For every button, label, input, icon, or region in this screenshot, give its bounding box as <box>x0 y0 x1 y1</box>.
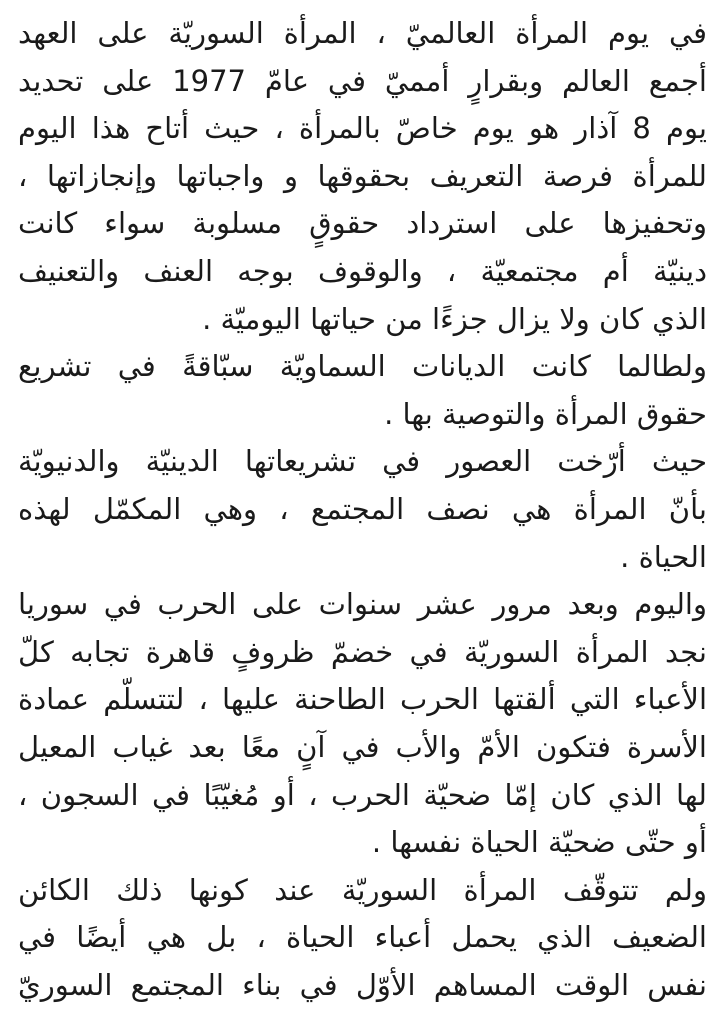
text-line: في يوم المرأة العالميّ ، المرأة السوريّة على العهد <box>18 16 707 50</box>
text-line: الحياة . <box>620 539 707 574</box>
text-line: حقوق المرأة والتوصية بها . <box>384 396 707 431</box>
document-page <box>0 10 725 1024</box>
text-line: الأعباء التي ألقتها الحرب الطاحنة عليها ، لتتسلّم عمادة <box>18 682 707 717</box>
text-line: ولم تتوقّف المرأة السوريّة عند كونها ذلك الكائن <box>18 872 707 907</box>
article-body <box>18 10 707 1009</box>
text-line: دينيّة أم مجتمعيّة ، والوقوف بوجه العنف والتعنيف <box>18 253 707 288</box>
text-line: الضعيف الذي يحمل أعباء الحياة ، بل هي أيضًا في <box>18 920 707 955</box>
text-line: لها الذي كان إمّا ضحيّة الحرب ، أو مُغيّبًا في السجون ، <box>18 777 707 812</box>
text-line: الأسرة فتكون الأمّ والأب في آنٍ معًا بعد غياب المعيل <box>18 729 707 764</box>
text-line: وتحفيزها على استرداد حقوقٍ مسلوبة سواء كانت <box>18 206 707 241</box>
text-line: للمرأة فرصة التعريف بحقوقها و واجباتها وإنجازاتها ، <box>18 158 707 193</box>
text-line: ولطالما كانت الديانات السماويّة سبّاقةً في تشريع <box>18 349 707 384</box>
text-line: أجمع العالم وبقرارٍ أمميّ في عامّ 1977 على تحديد <box>18 63 707 98</box>
text-line: واليوم وبعد مرور عشر سنوات على الحرب في سوريا <box>18 587 707 622</box>
text-line: نفس الوقت المساهم الأوّل في بناء المجتمع السوريّ <box>18 967 707 1002</box>
text-line: بأنّ المرأة هي نصف المجتمع ، وهي المكمّل لهذه <box>18 491 707 526</box>
text-line: حيث أرّخت العصور في تشريعاتها الدينيّة والدنيويّة <box>18 444 707 479</box>
text-line: الذي كان ولا يزال جزءًا من حياتها اليوميّة . <box>202 301 707 336</box>
text-line: يوم 8 آذار هو يوم خاصّ بالمرأة ، حيث أتاح هذا اليوم <box>18 111 707 146</box>
text-line: نجد المرأة السوريّة في خضمّ ظروفٍ قاهرة تجابه كلّ <box>18 634 707 669</box>
text-line: أو حتّى ضحيّة الحياة نفسها . <box>371 825 707 860</box>
